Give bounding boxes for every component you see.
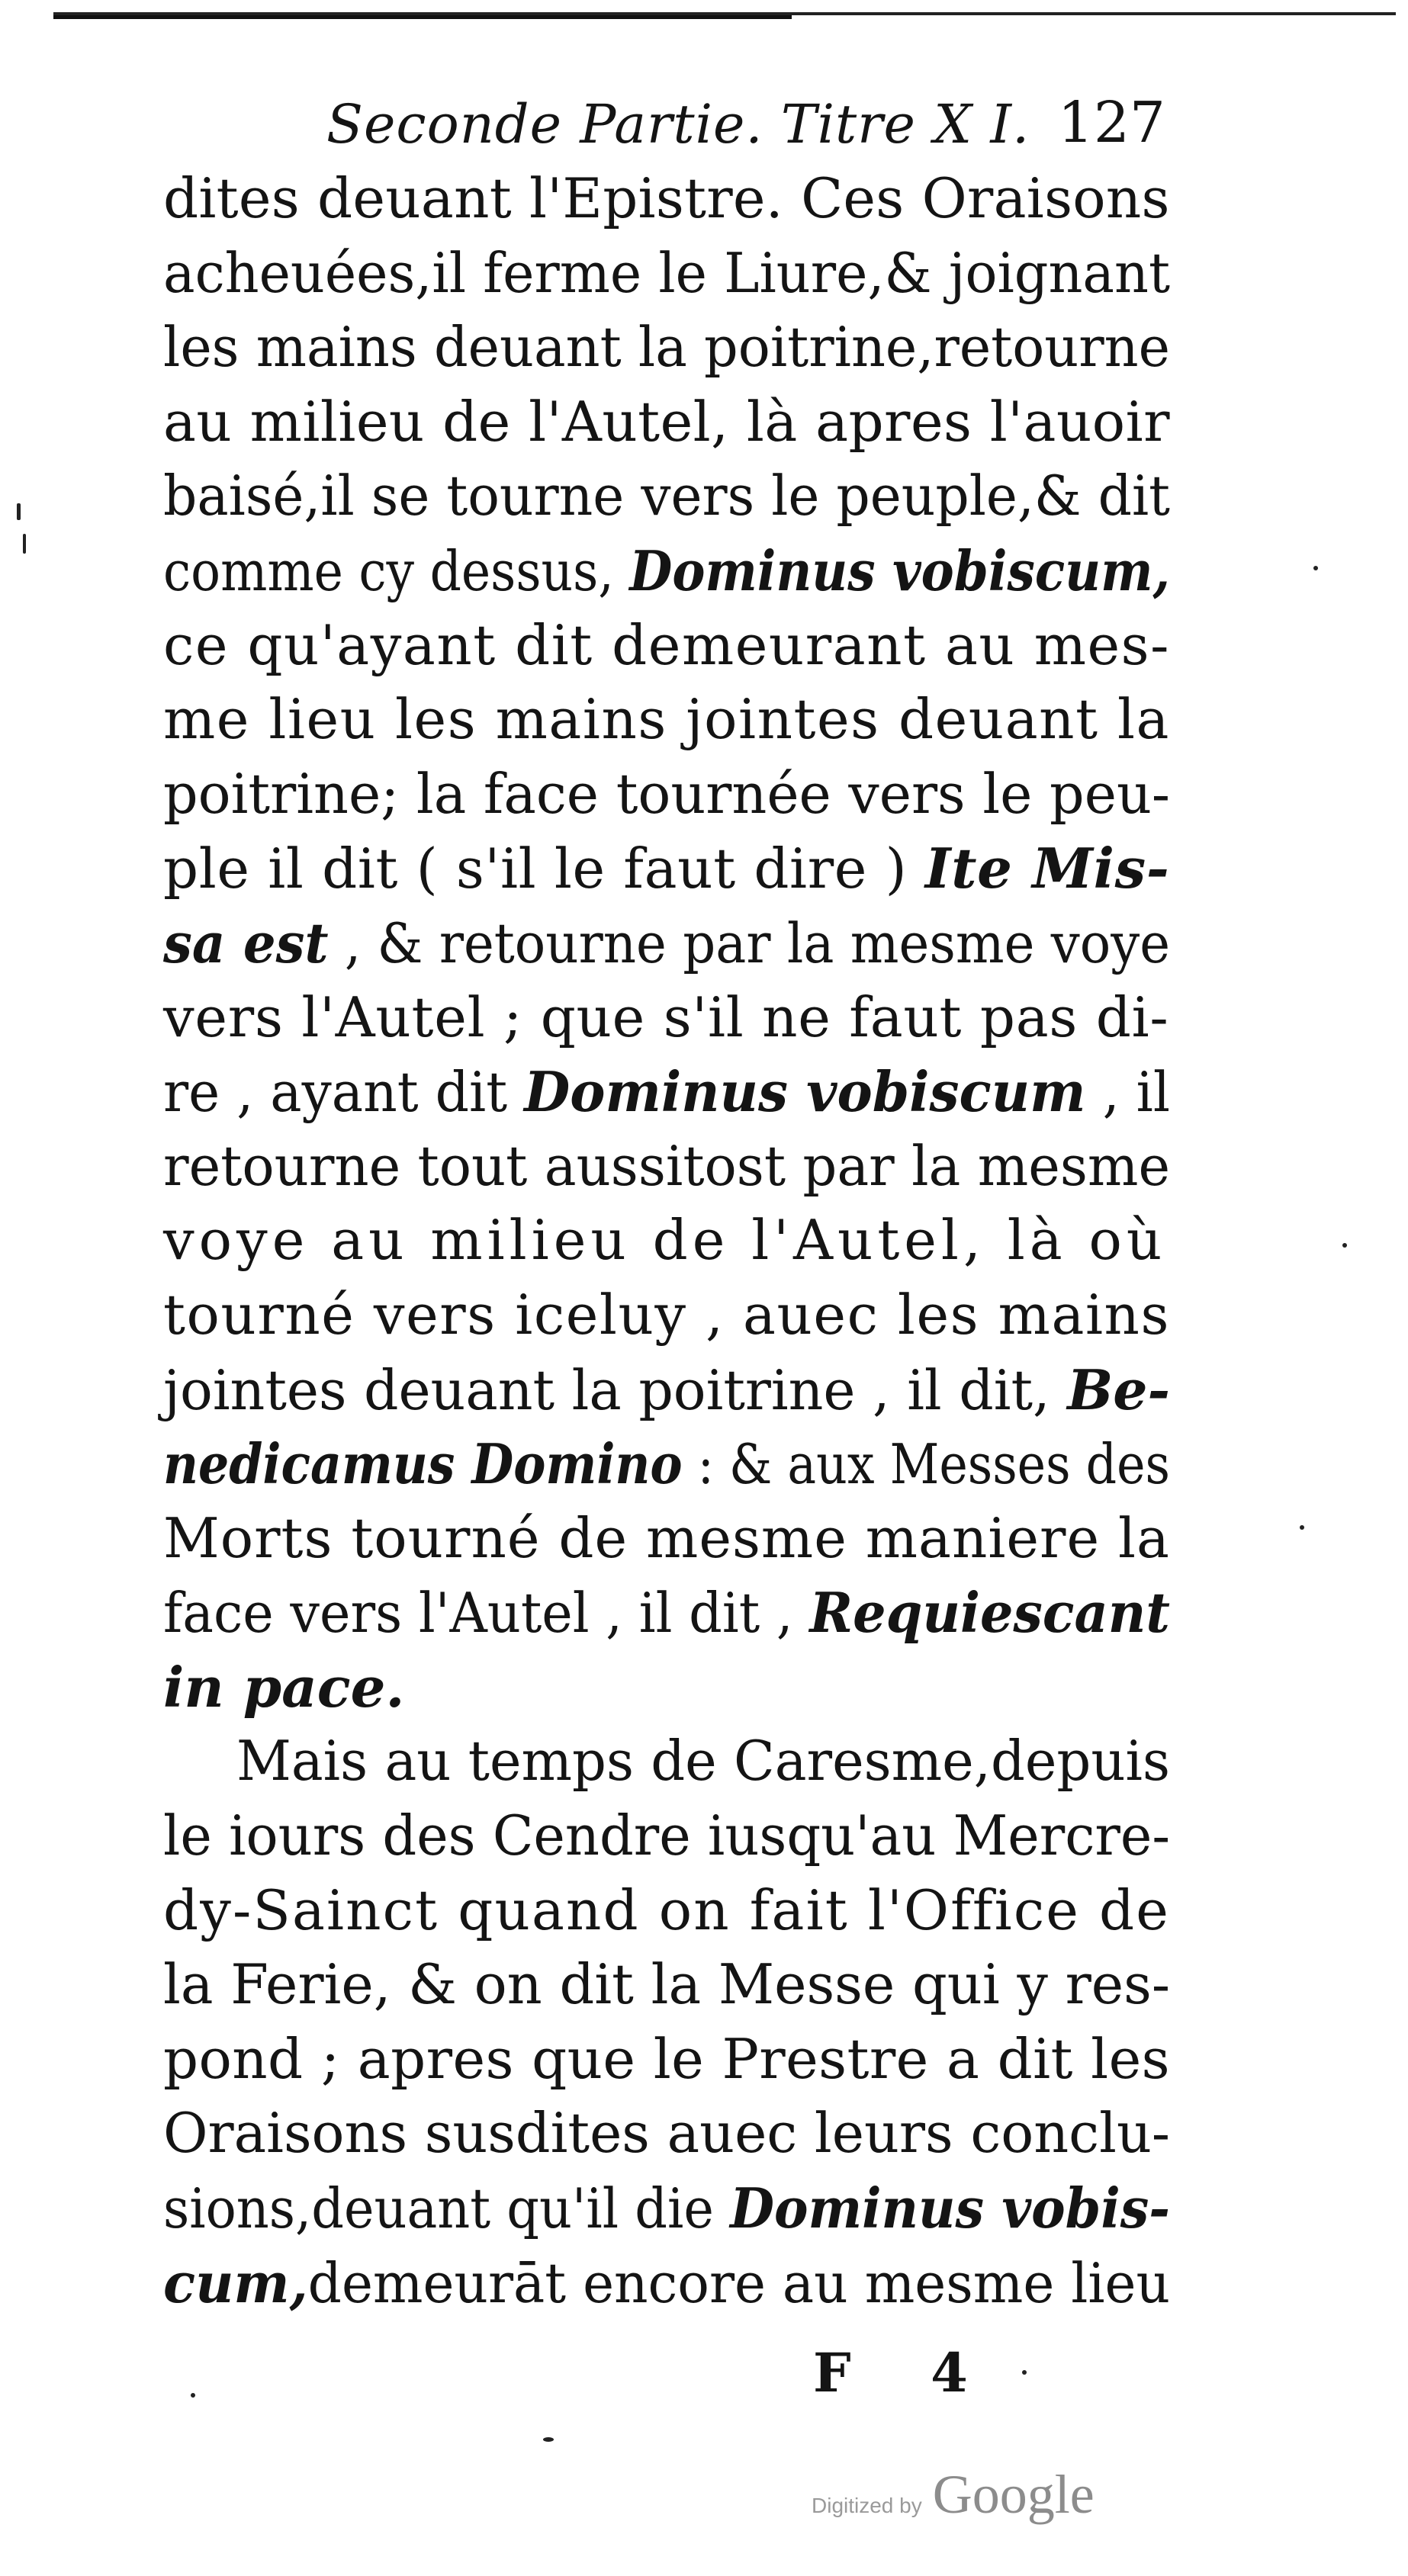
page-number: 127 (1057, 90, 1165, 156)
text-line (163, 1948, 1170, 2022)
latin-phrase: sa est (163, 910, 329, 975)
latin-phrase: nedicamus Domino (163, 1431, 683, 1497)
text-line (163, 1203, 1170, 1278)
text-line (163, 1427, 1170, 1502)
text-line (163, 1874, 1170, 1948)
text-line (163, 609, 1170, 683)
text-line (163, 1575, 1170, 1650)
text-line (163, 236, 1170, 311)
running-header (326, 85, 1165, 159)
latin-phrase: Dominus vobiscum, (629, 538, 1170, 603)
text-segment: Morts tourné de mesme maniere la (163, 1505, 1170, 1570)
text-segment: ce qu'ayant dit demeurant au mes- (163, 612, 1170, 677)
text-segment: retourne tout aussitost par la mesme (163, 1133, 1170, 1198)
text-segment: , & retourne par la mesme voye (328, 911, 1170, 975)
text-segment: re , ayant dit (163, 1060, 525, 1125)
text-segment: , il (1085, 1060, 1170, 1125)
text-segment: dy-Sainct quand on fait l'Office de (163, 1877, 1171, 1942)
signature-mark: F 4 (813, 2341, 998, 2404)
latin-phrase: in pace. (163, 1654, 405, 1720)
text-segment: face vers l'Autel , il dit , (163, 1581, 810, 1646)
text-segment: acheuées,il ferme le Liure,& joignant (163, 240, 1170, 305)
latin-phrase: cum, (163, 2250, 308, 2315)
digitized-by-google-watermark (812, 2463, 1095, 2532)
text-line (163, 1799, 1170, 1874)
text-line (163, 534, 1170, 609)
text-segment: le iours des Cendre iusqu'au Mercre- (163, 1804, 1170, 1868)
text-segment: poitrine; la face tournée vers le peu- (163, 761, 1170, 826)
text-line (163, 459, 1170, 534)
latin-phrase: Dominus vobiscum (524, 1059, 1086, 1125)
digitized-by-label: Digitized by (812, 2494, 922, 2517)
google-logo-text: Google (932, 2464, 1095, 2525)
text-segment: les mains deuant la poitrine,retourne (163, 315, 1170, 380)
latin-phrase: Ite Mis- (924, 836, 1170, 901)
text-line (163, 1724, 1170, 1799)
text-segment: Oraisons susdites auec leurs conclu- (163, 2101, 1170, 2166)
text-segment: vers l'Autel ; que s'il ne faut pas di- (163, 984, 1169, 1049)
text-segment: Mais au temps de Caresme,depuis (236, 1729, 1170, 1794)
text-segment: demeurāt encore au mesme lieu (307, 2250, 1170, 2315)
text-segment: au milieu de l'Autel, là apres l'auoir (163, 389, 1170, 454)
text-line (163, 757, 1170, 832)
text-line (163, 2246, 1170, 2321)
text-segment: voye au milieu de l'Autel, là où (163, 1208, 1167, 1273)
text-line (163, 906, 1170, 981)
latin-phrase: Requiescant (809, 1580, 1170, 1646)
text-segment: comme cy dessus, (163, 538, 630, 603)
text-segment: pond ; apres que le Prestre a dit les (163, 2026, 1170, 2091)
text-segment: : & aux Messes des (682, 1432, 1170, 1497)
text-segment: me lieu les mains jointes deuant la (163, 687, 1170, 752)
text-line (163, 2096, 1170, 2171)
running-title: Seconde Partie. Titre X I. (326, 93, 1030, 156)
text-segment: la Ferie, & on dit la Messe qui y res- (163, 1952, 1170, 2017)
text-line (163, 385, 1170, 460)
text-line (163, 1502, 1170, 1576)
text-segment: dites deuant l'Epistre. Ces Oraisons (163, 166, 1170, 230)
body-text (163, 162, 1170, 2320)
text-line (163, 1129, 1170, 1204)
text-segment: ple il dit ( s'il le faut dire ) (163, 837, 925, 901)
text-line (163, 2022, 1170, 2097)
text-line (163, 831, 1170, 906)
text-line (163, 981, 1170, 1055)
text-segment: jointes deuant la poitrine , il dit, (163, 1357, 1068, 1422)
text-line (163, 310, 1170, 385)
latin-phrase: Be- (1067, 1357, 1170, 1422)
text-line (163, 1278, 1170, 1353)
latin-phrase: Dominus vobis- (730, 2176, 1170, 2241)
text-line (163, 1650, 1170, 1725)
text-line (163, 1353, 1170, 1428)
text-segment: tourné vers iceluy , auec les mains (163, 1282, 1170, 1347)
text-segment: baisé,il se tourne vers le peuple,& dit (163, 464, 1170, 528)
text-line (163, 1055, 1170, 1129)
top-rule (53, 11, 1396, 18)
text-line (163, 683, 1170, 757)
text-line (163, 2171, 1170, 2246)
text-segment: sions,deuant qu'il die (163, 2176, 731, 2241)
text-line (163, 162, 1170, 236)
